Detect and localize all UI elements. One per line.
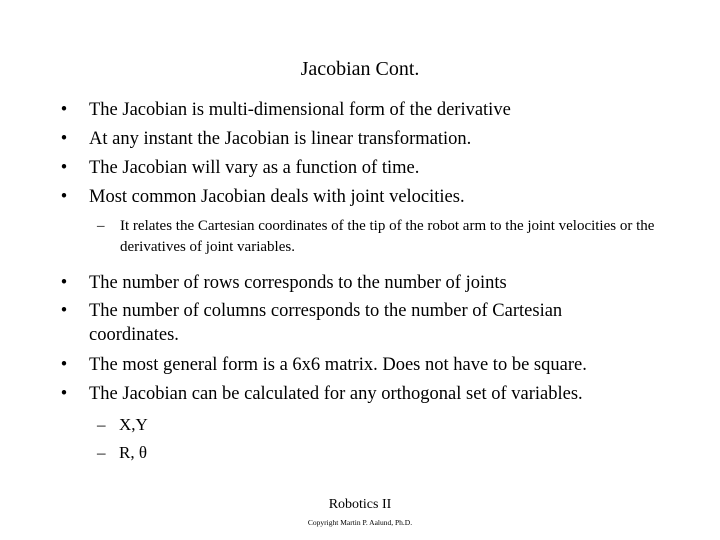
sub-bullet-item: [0, 442, 720, 464]
sub-bullet-item: [0, 216, 660, 258]
bullet-dot-icon: •: [60, 129, 68, 149]
bullet-list: [0, 98, 720, 470]
sub-bullet-text: X,Y: [119, 415, 148, 434]
bullet-item: [0, 353, 649, 377]
bullet-dot-icon: •: [60, 158, 68, 178]
sub-bullet-item: [0, 414, 720, 436]
bullet-dot-icon: •: [60, 100, 68, 120]
dash-icon: –: [97, 415, 106, 434]
dash-icon: –: [97, 443, 106, 462]
bullet-item: [0, 156, 649, 180]
bullet-text: The Jacobian is multi-dimensional form of the derivative: [89, 100, 511, 120]
bullet-dot-icon: •: [60, 384, 68, 404]
sub-bullet-text: It relates the Cartesian coordinates of the tip of the robot arm to the joint velocities or the derivatives of joint variables.: [120, 218, 655, 255]
bullet-item: [0, 299, 619, 347]
slide-title: Jacobian Cont.: [300, 58, 420, 80]
bullet-text: The Jacobian can be calculated for any orthogonal set of variables.: [89, 384, 583, 404]
bullet-dot-icon: •: [60, 301, 68, 321]
footer-title: Robotics II: [328, 497, 392, 512]
bullet-dot-icon: •: [60, 273, 68, 293]
bullet-text: The most general form is a 6x6 matrix. Does not have to be square.: [89, 355, 587, 375]
sub-bullet-text: R, θ: [119, 443, 147, 462]
bullet-dot-icon: •: [60, 355, 68, 375]
bullet-item: [0, 98, 649, 122]
bullet-text: The Jacobian will vary as a function of time.: [89, 158, 420, 178]
footer-copyright: Copyright Martin P. Aalund, Ph.D.: [307, 518, 413, 527]
bullet-text: At any instant the Jacobian is linear transformation.: [89, 129, 472, 149]
dash-icon: –: [97, 218, 105, 234]
bullet-item: [0, 127, 649, 151]
bullet-text: The number of columns corresponds to the number of Cartesian coordinates.: [89, 301, 563, 345]
bullet-item: [0, 382, 649, 406]
bullet-item: [0, 185, 649, 209]
bullet-text: The number of rows corresponds to the number of joints: [89, 273, 507, 293]
bullet-dot-icon: •: [60, 187, 68, 207]
bullet-text: Most common Jacobian deals with joint velocities.: [89, 187, 465, 207]
bullet-item: [0, 271, 649, 295]
